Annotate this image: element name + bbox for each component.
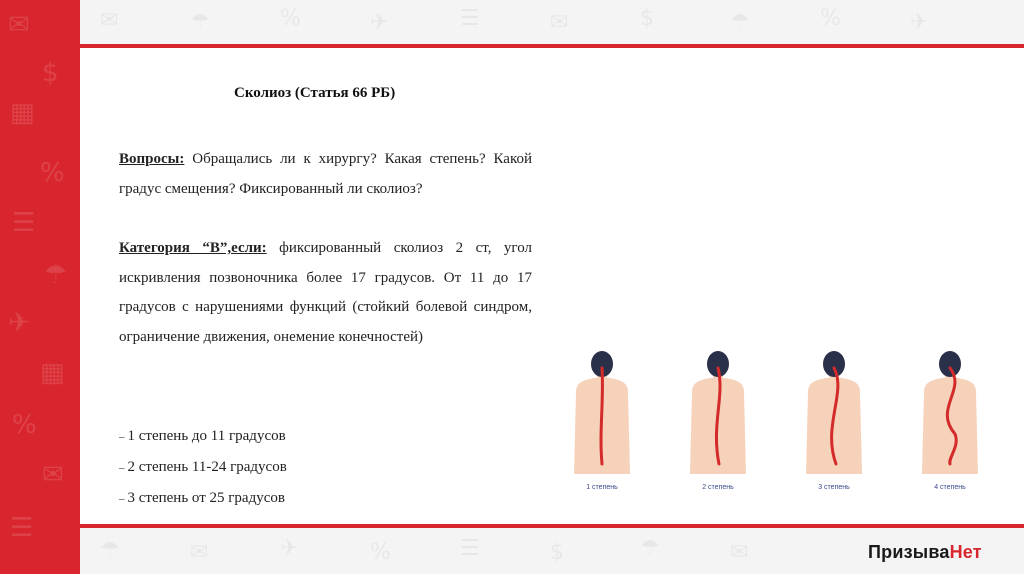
brand-logo-part2: Нет [949,542,982,562]
figure-caption: 2 степень [702,484,734,491]
head [823,351,845,377]
questions-label: Вопросы: [119,151,185,167]
list-item: – 3 степень от 25 градусов [119,490,285,506]
figure-1 [574,351,630,491]
list-item: – 2 степень 11-24 градусов [119,459,287,475]
scoliosis-degrees-illustration [564,346,994,498]
category-text: фиксированный сколиоз 2 ст, угол искривления позвоночника более 17 градусов. От 11 до 17 градусов с нарушениями функций (стойкий болевой синдром, ограничение движения, онемение конечностей) [119,240,532,345]
decorative-sidebar: ✉ $ ▦ % ☰ ☂ ✈ ▦ % ✉ ☰ [0,0,80,574]
figure-4 [922,351,978,491]
page-title: Сколиоз (Статья 66 РБ) [234,85,396,101]
head [939,351,961,377]
figure-caption: 3 степень [818,484,850,491]
decorative-footer-band: ☂ ✉ ✈ % ☰ $ ☂ ✉ [80,528,1024,574]
figure-2 [690,351,746,491]
category-label: Категория “В”,если: [119,240,267,256]
scoliosis-figures-svg [564,346,994,498]
brand-logo-part1: Призыва [868,542,950,562]
list-item: – 1 степень до 11 градусов [119,428,286,444]
brand-logo [868,542,982,563]
questions-paragraph [119,145,532,204]
figure-caption: 4 степень [934,484,966,491]
decorative-header-band: ✉ ☂ % ✈ ☰ ✉ $ ☂ % ✈ [80,0,1024,44]
category-paragraph [119,234,532,352]
spine-line [601,368,602,464]
figure-caption: 1 степень [586,484,618,491]
questions-text: Обращались ли к хирургу? Какая степень? Какой градус смещения? Фиксированный ли сколиоз? [119,151,532,197]
figure-3 [806,351,862,491]
degrees-list [119,421,287,514]
